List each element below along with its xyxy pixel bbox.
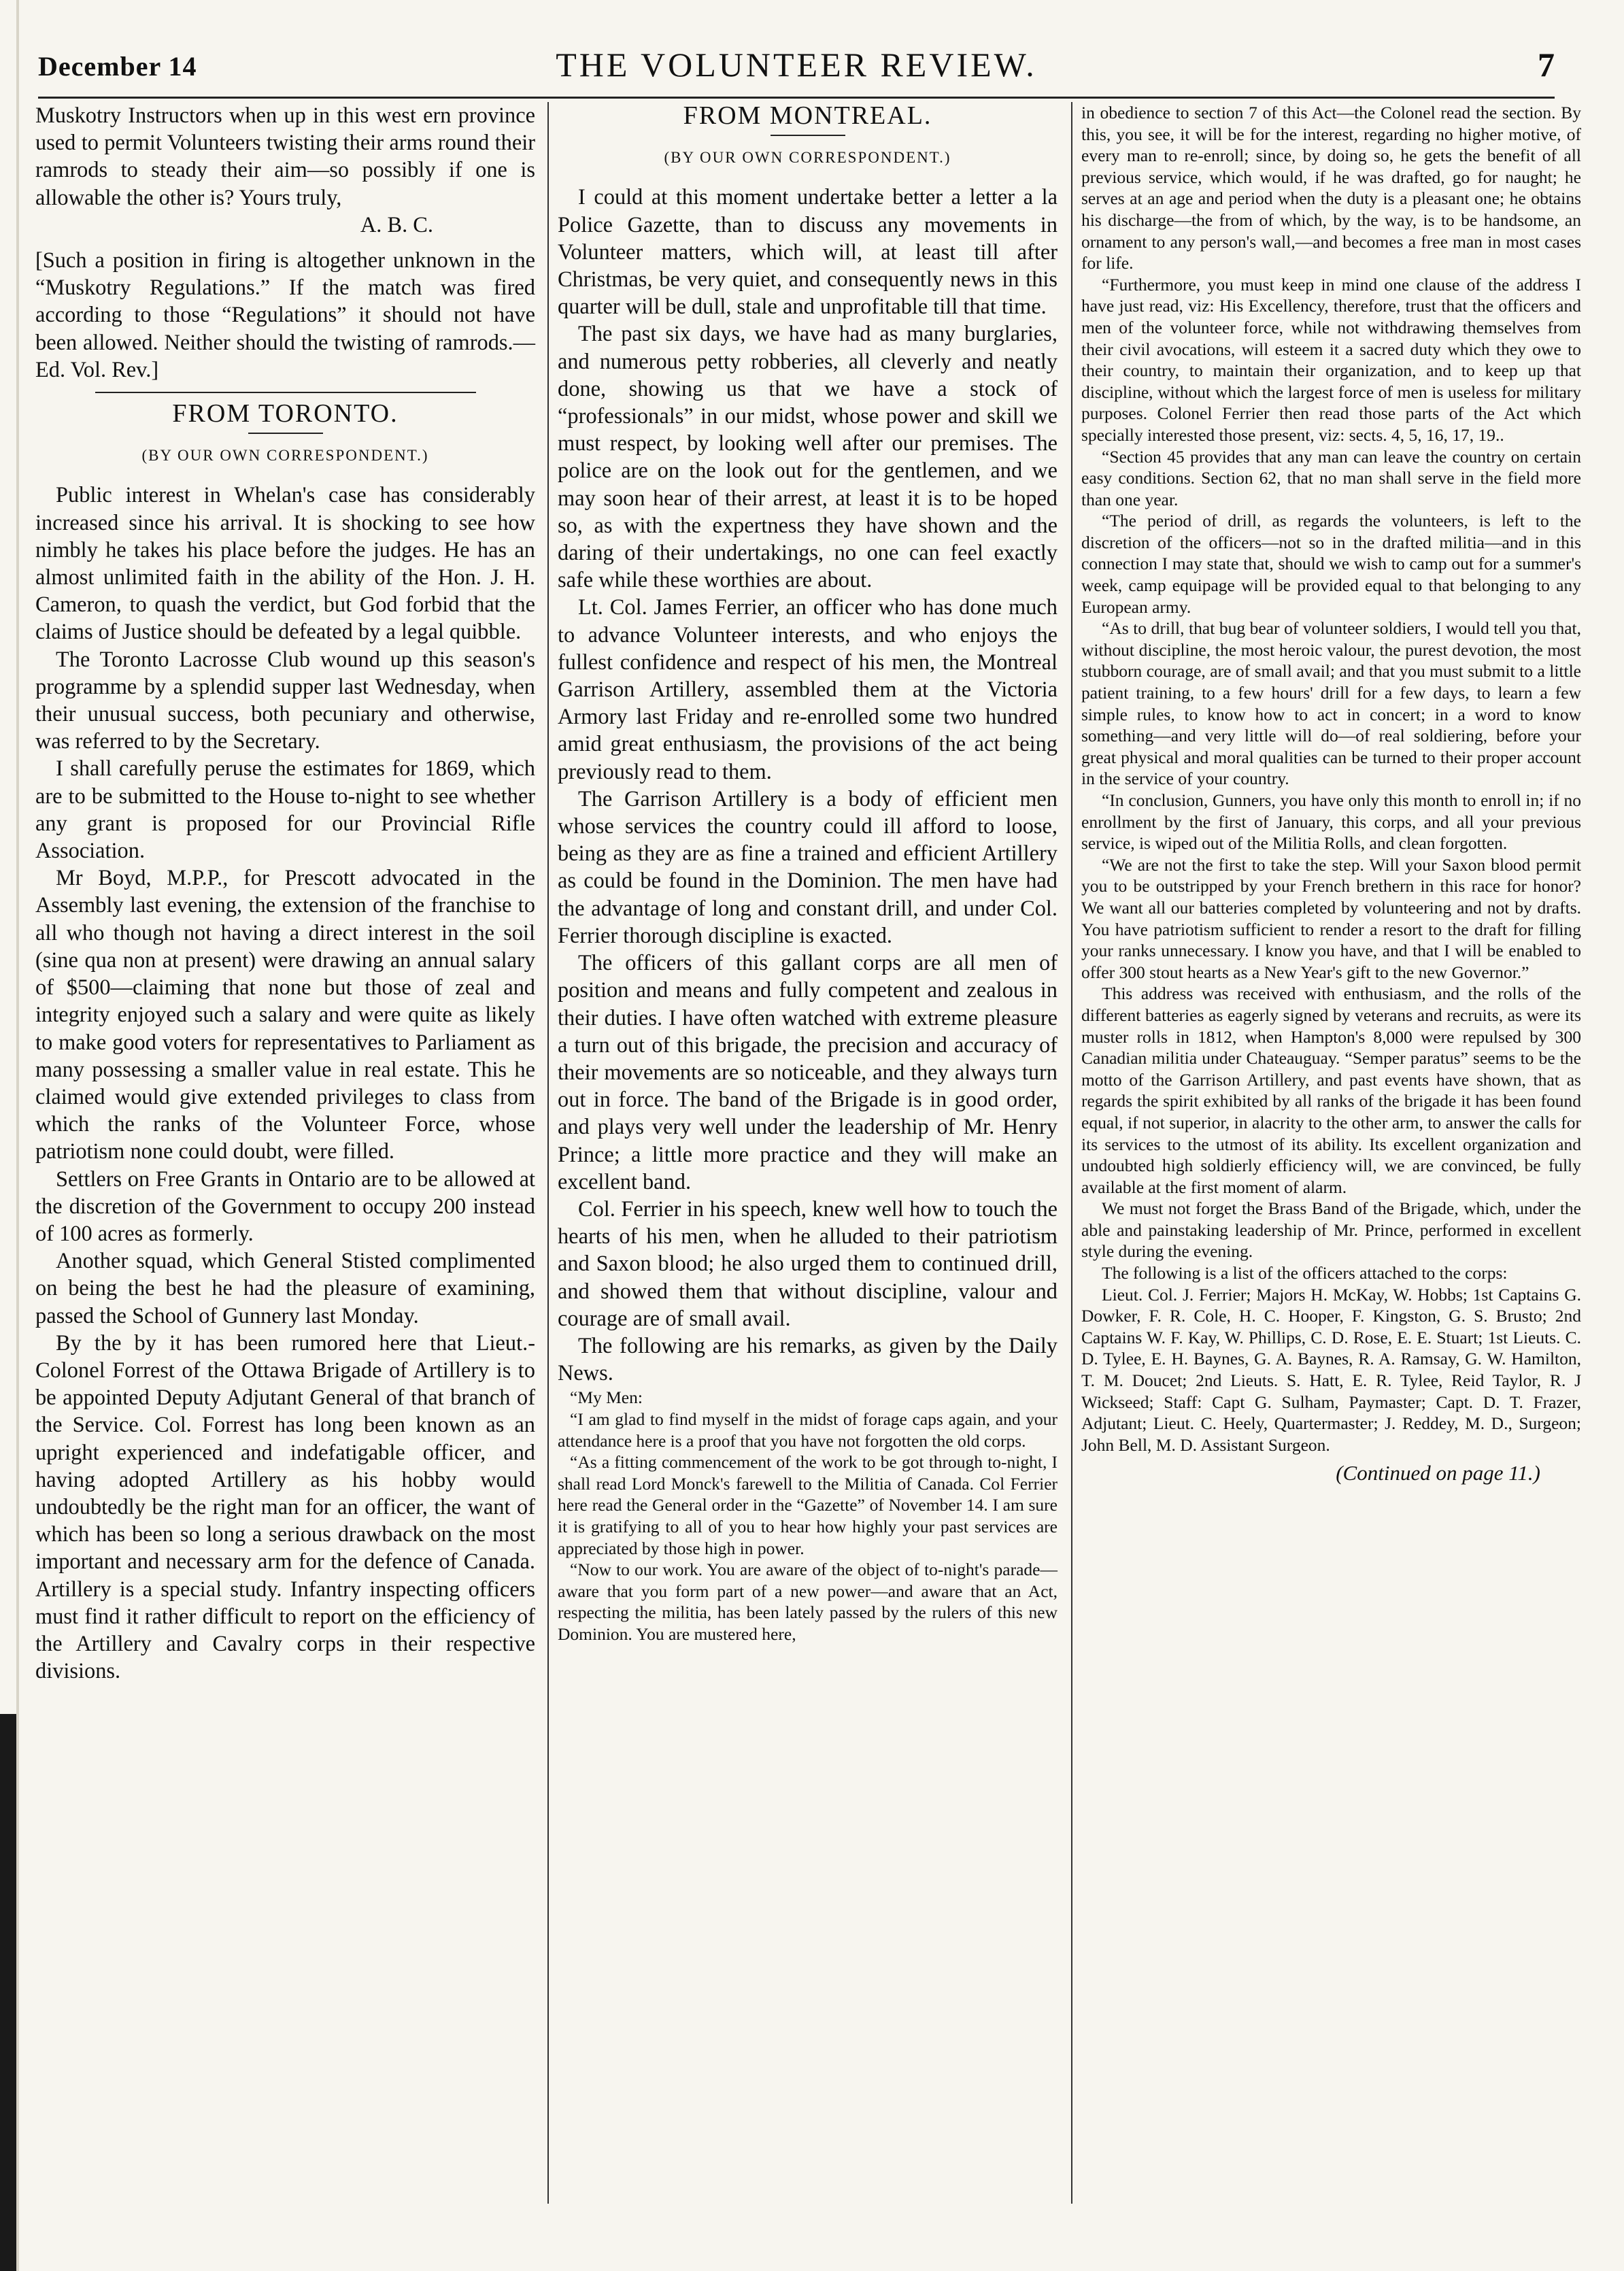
- speech-paragraph: “The period of drill, as regards the volunteers, is left to the discretion of the officers—not so in the drafted militia—and in this connection I may state that, should we wish to camp out for a summer's week, camp equipage will be provided equal to that belonging to any European army.: [1081, 511, 1581, 617]
- article-paragraph: The following are his remarks, as given by the Daily News.: [558, 1333, 1058, 1386]
- binding-strip: [0, 1714, 16, 2271]
- letter-signature: A. B. C.: [360, 212, 433, 237]
- speech-paragraph: “As to drill, that bug bear of volunteer soldiers, I would tell you that, without discipline, the most heroic valour, the purest devotion, the most stubborn courage, are of small avail; and that you must submit to a little patient training, to a few hours' drill for a few days, to learn a few simple rules, to know how to act in concert; in a word to know something—and very little will do—of real soldiering, before your great physical and moral qualities can be turned to their proper account in the service of your country.: [1081, 618, 1581, 789]
- speech-paragraph: “We are not the first to take the step. Will your Saxon blood permit you to be outstripped by your French brethern in this race for honor? We want all our batteries completed by volunteering and not by drafts. You have patriotism sufficient to render a resort to the draft for filling your ranks unnecessary. I know you have, and that I will be enabled to offer 300 stout hearts as a New Year's gift to the new Governor.”: [1081, 854, 1581, 982]
- section-rule: [95, 392, 476, 393]
- article-paragraph: I shall carefully peruse the estimates for 1869, which are to be submitted to the House to-night to see whether any grant is proposed for our Provincial Rifle Association.: [35, 756, 535, 864]
- speech-paragraph: “Furthermore, you must keep in mind one clause of the address I have just read, viz: His Excellency, therefore, trust that the officers and men of the volunteer force, while not withdrawing themselves from their civil avocations, will esteem it a sacred duty which they owe to their country, to maintain their organization, and to keep up that discipline, without which the largest force of men is useless for military purposes. Colonel Ferrier then read those parts of the Act which specially interested those present, viz: sects. 4, 5, 16, 17, 19..: [1081, 274, 1581, 445]
- letter-tail: Muskotry Instructors when up in this west ern province used to permit Volunteers twisting their arms round their ramrods to steady their aim—so possibly if one is allowable the other is? Yours truly,: [35, 103, 535, 210]
- article-paragraph: Col. Ferrier in his speech, knew well how to touch the hearts of his men, when he alluded to their patriotism and Saxon blood; he also urged them to continued drill, and showed them that without discipline, valour and courage are of small avail.: [558, 1196, 1058, 1331]
- article-paragraph: Lt. Col. James Ferrier, an officer who has done much to advance Volunteer interests, and who enjoys the fullest confidence and respect of his men, the Montreal Garrison Artillery, assembled them at the Victoria Armory last Friday and re-enrolled some two hundred amid great enthusiasm, the provisions of the act being previously read to them.: [558, 595, 1058, 784]
- speech-paragraph: “In conclusion, Gunners, you have only this month to enroll in; if no enrollment by the first of January, this corps, and all your previous service, is wiped out of the Militia Rolls, and clean forgotten.: [1081, 790, 1581, 854]
- article-paragraph: We must not forget the Brass Band of the Brigade, which, under the able and painstaking leadership of Mr. Prince, performed in excellent style during the evening.: [1081, 1198, 1581, 1262]
- speech-salutation: “My Men:: [570, 1387, 643, 1408]
- speech-paragraph: “Section 45 provides that any man can leave the country on certain easy conditions. Section 62, that no man shall serve in the field more than one year.: [1081, 446, 1581, 509]
- speech-paragraph: “As a fitting commencement of the work to be got through to-night, I shall read Lord Monck's farewell to the Militia of Canada. Col Ferrier here read the General order in the “Gazette” of November 14. I am sure it is gratifying to all of you to hear how highly your past services are appreciated by those high in power.: [558, 1452, 1058, 1558]
- editor-note: [Such a position in firing is altogether unknown in the “Muskotry Regulations.” If the match was fired according to those “Regulations” it should not have been allowed. Neither should the twisting of ramrods.—Ed. Vol. Rev.]: [35, 248, 535, 382]
- column-1: [35, 102, 535, 1685]
- column-3: [1081, 102, 1581, 1484]
- heading-rule: [771, 135, 845, 136]
- article-paragraph: The following is a list of the officers attached to the corps:: [1102, 1263, 1508, 1283]
- column-divider: [547, 102, 549, 2204]
- speech-paragraph: in obedience to section 7 of this Act—the Colonel read the section. By this, you see, it will be for the interest, regarding no higher motive, of every man to re-enroll; since, by doing so, he gets the benefit of all previous service, which would, if he was drafted, go for naught; he serves at an age and period when the duty is a pleasant one; he obtains his discharge—the from of which, by the way, is to be handsome, an ornament to any person's wall,—and becomes a free man in most cases for life.: [1081, 103, 1581, 273]
- byline: (BY OUR OWN CORRESPONDENT.): [664, 149, 951, 167]
- article-paragraph: I could at this moment undertake better a letter a la Police Gazette, than to discuss any movements in Volunteer matters, which will, at least till after Christmas, be very quiet, and consequently news in this quarter will be dull, stale and unprofitable till that time.: [558, 185, 1058, 320]
- article-paragraph: The past six days, we have had as many burglaries, and numerous petty robberies, all cleverly and neatly done, showing us that we have a stock of “professionals” in our midst, whose power and skill we must respect, by looking well after our premises. The police are on the look out for the gentlemen, and we may soon hear of their arrest, at least it is to be hoped so, as with the expertness they have shown and the daring of their undertakings, no one can feel exactly safe while these worthies are about.: [558, 322, 1058, 593]
- article-paragraph: The Garrison Artillery is a body of efficient men whose services the country could ill afford to loose, being as they are as fine a trained and efficient Artillery as could be found in the Dominion. The men have had the advantage of long and constant drill, and under Col. Ferrier thorough discipline is exacted.: [558, 786, 1058, 948]
- section-heading-toronto: FROM TORONTO.: [172, 399, 399, 428]
- speech-paragraph: “Now to our work. You are aware of the object of to-night's parade—aware that you form part of a new power—and aware that an Act, respecting the militia, has been lately passed by the rulers of this new Dominion. You are mustered here,: [558, 1560, 1058, 1644]
- masthead-rule: [38, 97, 1555, 99]
- section-heading-montreal: FROM MONTREAL.: [683, 101, 932, 130]
- article-paragraph: Settlers on Free Grants in Ontario are to be allowed at the discretion of the Government to occupy 200 instead of 100 acres as formerly.: [35, 1166, 535, 1246]
- byline: (BY OUR OWN CORRESPONDENT.): [141, 447, 429, 465]
- column-2: [558, 102, 1058, 1645]
- masthead: [38, 42, 1555, 90]
- article-paragraph: This address was received with enthusiasm, and the rolls of the different batteries as eagerly signed by veterans and recruits, as were its muster rolls in 1812, when Hampton's 8,000 were repulsed by 300 Canadian militia under Chateauguay. “Semper paratus” seems to be the motto of the Garrison Artillery, and past events have shown, that as regards the spirit exhibited by all ranks of the brigade it has been found equal, if not superior, in alacrity to the other arm, to answer the calls for its services to the utmost of its ability. Its excellent organization and undoubted high soldierly efficiency will, we are convinced, be fully available at the first moment of alarm.: [1081, 983, 1581, 1197]
- publication-title: THE VOLUNTEER REVIEW.: [556, 46, 1037, 84]
- article-paragraph: The officers of this gallant corps are all men of position and means and fully competent and zealous in their duties. I have often watched with extreme pleasure a turn out of this brigade, the precision and accuracy of their movements are so noticeable, and they always turn out in force. The band of the Brigade is in good order, and plays very well under the leadership of Mr. Henry Prince; a little more practice and they will make an excellent band.: [558, 951, 1058, 1194]
- article-paragraph: The Toronto Lacrosse Club wound up this season's programme by a splendid supper last Wednesday, when their unusual success, both pecuniary and otherwise, was referred to by the Secretary.: [35, 647, 535, 754]
- article-paragraph: By the by it has been rumored here that Lieut.-Colonel Forrest of the Ottawa Brigade of Artillery is to be appointed Deputy Adjutant General of that branch of the Service. Col. Forrest has long been known as an upright experienced and indefatigable officer, and having adopted Artillery as his hobby would undoubtedly be the right man for an officer, the want of which has been so long a serious drawback on the most important and necessary arm for the defence of Canada. Artillery is a special study. Infantry inspecting officers must find it rather difficult to report on the efficiency of the Artillery and Cavalry corps in their respective divisions.: [35, 1330, 535, 1684]
- article-paragraph: Another squad, which General Stisted complimented on being the best he had the pleasure of examining, passed the School of Gunnery last Monday.: [35, 1249, 535, 1328]
- speech-block: [558, 1387, 1058, 1645]
- binding-edge: [16, 0, 19, 2271]
- issue-date: December 14: [38, 51, 197, 82]
- speech-paragraph: “I am glad to find myself in the midst of forage caps again, and your attendance here is a proof that you have not forgotten the old corps.: [558, 1409, 1058, 1451]
- heading-rule: [248, 433, 323, 434]
- article-paragraph: Public interest in Whelan's case has considerably increased since his arrival. It is shocking to see how nimbly he takes his place before the judges. He has an almost unlimited faith in the ability of the Hon. J. H. Cameron, to quash the verdict, but God forbid that the claims of Justice should be defeated by a legal quibble.: [35, 483, 535, 645]
- officer-list: Lieut. Col. J. Ferrier; Majors H. McKay, W. Hobbs; 1st Captains G. Dowker, F. R. Cole, H. C. Hooper, F. Kingston, G. S. Brusto; 2nd Captains W. F. Kay, W. Phillips, C. D. Rose, E. E. Stuart; 1st Lieuts. C. D. Tylee, E. H. Baynes, G. A. Baynes, R. A. Ramsay, G. W. Hamilton, T. M. Doucet; 2nd Lieuts. S. Hatt, E. R. Tylee, Reid Taylor, R. J Wickseed; Staff: Capt G. Sulham, Paymaster; Capt. D. T. Frazer, Adjutant; Lieut. C. Heely, Quartermaster; J. Reddey, M. D., Surgeon; John Bell, M. D. Assistant Surgeon.: [1081, 1284, 1581, 1455]
- page-number: 7: [1538, 46, 1555, 84]
- column-divider: [1071, 102, 1072, 2204]
- article-paragraph: Mr Boyd, M.P.P., for Prescott advocated in the Assembly last evening, the extension of the franchise to all who though not having a direct interest in the soil (sine qua non at present) were drawing an annual salary of $500—claiming that none but those of zeal and integrity enjoyed such a salary and were quite as likely to make good voters for representatives to Parliament as many possessing a smaller value in real estate. This he claimed would give extended privileges to class from which the ranks of the Volunteer Force, whose patriotism none could doubt, were filled.: [35, 866, 535, 1164]
- continued-notice: (Continued on page 11.): [1336, 1461, 1540, 1485]
